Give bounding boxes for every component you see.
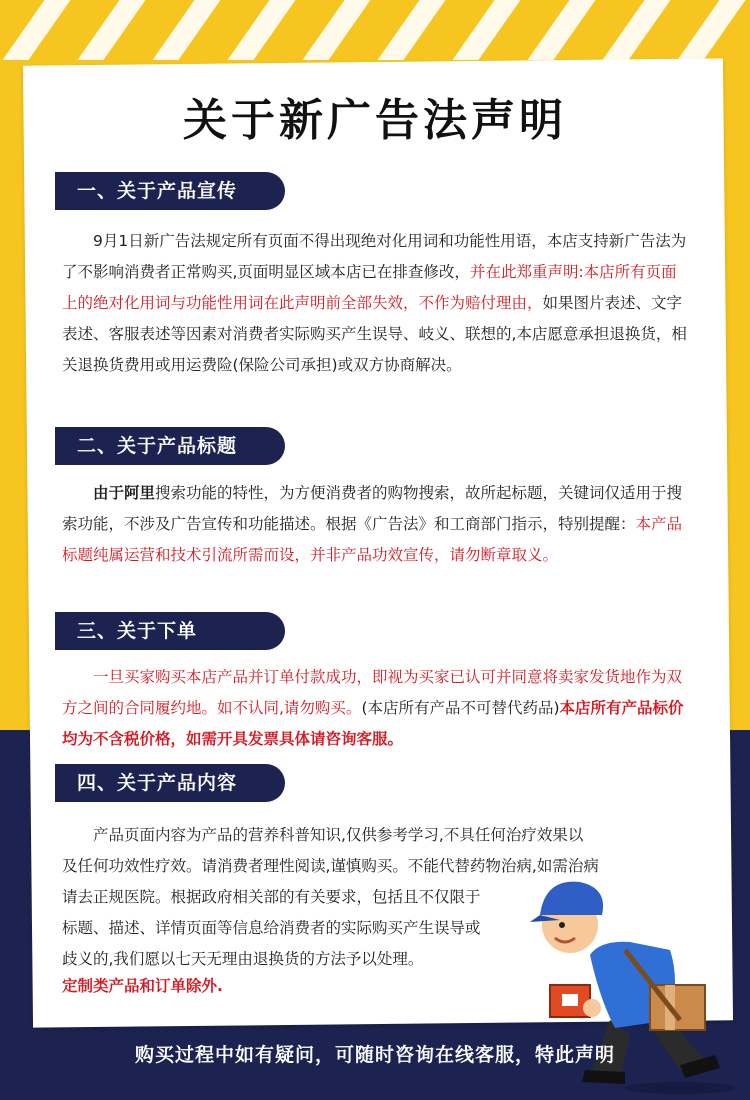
- section-heading-promotion: 一、关于产品宣传: [55, 172, 285, 210]
- footer-statement: 购买过程中如有疑问，可随时咨询在线客服，特此声明: [134, 1044, 615, 1066]
- section-text-content: 产品页面内容为产品的营养科普知识,仅供参考学习,不具任何治疗效果以 及任何功效性疗效。请消费者理性阅读,谨慎购买。不能代替药物治病,如需治病 请去正规医院。根据政府相关部的有关要求，包括且不仅限于 标题、描述、详情页面等信息给消费者的实际购买产生误导或 歧义的,我们愿以七天无理由退换货的方法予以处理。 定制类产品和订单除外.: [62, 826, 599, 995]
- section-heading-order: 三、关于下单: [55, 612, 285, 650]
- decorative-stripes: [0, 0, 750, 60]
- section-heading-title: 二、关于产品标题: [55, 427, 285, 465]
- section-text-order: 一旦买家购买本店产品并订单付款成功，即视为买家已认可并同意将卖家发货地作为双方之间的合同履约地。如不认同,请勿购买。(本店所有产品不可替代药品)本店所有产品标价均为不含税价格，如需开具发票具体请咨询客服。: [62, 668, 684, 748]
- section-heading-content: 四、关于产品内容: [55, 764, 285, 802]
- page-title: 关于新广告法声明: [183, 95, 567, 146]
- section-text-title: 由于阿里搜索功能的特性，为方便消费者的购物搜索，故所起标题，关键词仅适用于搜索功能，不涉及广告宣传和功能描述。根据《广告法》和工商部门指示，特别提醒：本产品标题纯属运营和技术引流所需而设，并非产品功效宣传，请勿断章取义。: [62, 484, 683, 564]
- section-text-promotion: 9月1日新广告法规定所有页面不得出现绝对化用词和功能性用语，本店支持新广告法为了不影响消费者正常购买,页面明显区域本店已在排查修改，并在此郑重声明:本店所有页面上的绝对化用词与功能性用词在此声明前全部失效，不作为赔付理由，如果图片表述、文字表述、客服表述等因素对消费者实际购买产生误导、岐义、联想的,本店愿意承担退换货，相关退换货费用或用运费险(保险公司承担)或双方协商解决。: [62, 232, 687, 374]
